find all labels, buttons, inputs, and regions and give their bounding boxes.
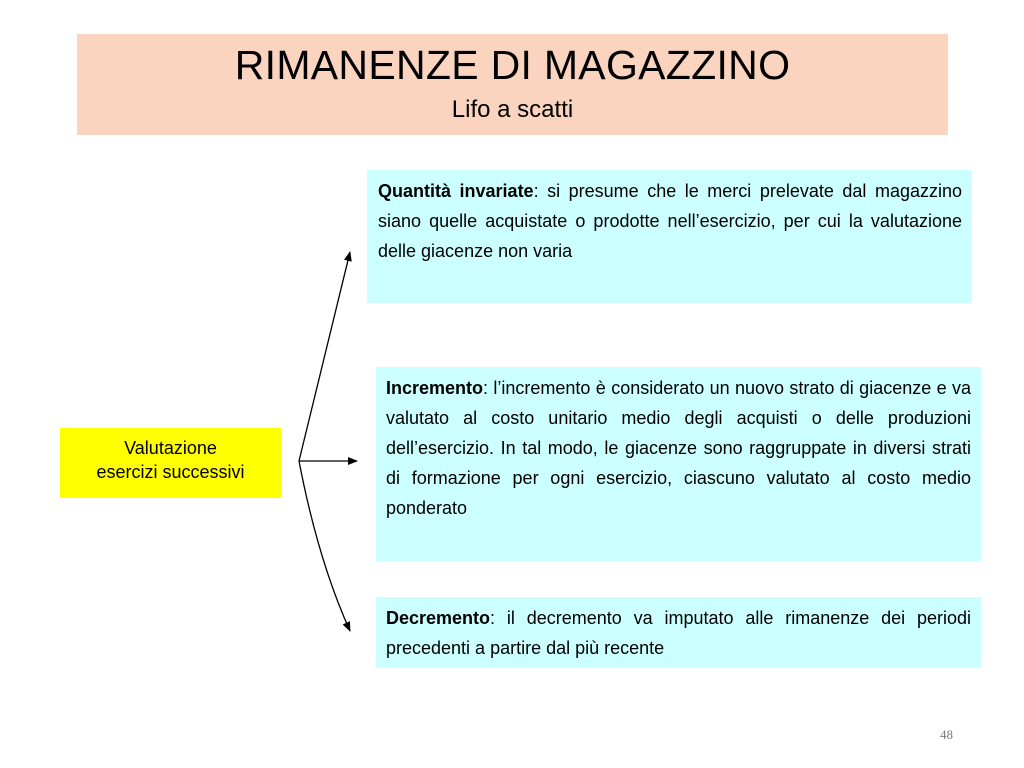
arrow-to-invariate: [299, 252, 350, 461]
outcome-text: : il decremento va imputato alle rimanenze dei periodi precedenti a partire dal più recente: [386, 608, 971, 658]
outcome-term: Quantità invariate: [378, 181, 534, 201]
outcome-box-quantita-invariate: [367, 170, 972, 303]
outcome-term: Decremento: [386, 608, 491, 628]
outcome-text: : l’incremento è considerato un nuovo strato di giacenze e va valutato al costo unitario medio degli acquisti o delle produzioni dell’esercizio. In tal modo, le giacenze sono raggruppate in diversi strati di formazione per ogni esercizio, ciascuno valutato al costo medio ponderato: [386, 378, 971, 518]
outcome-text: : si presume che le merci prelevate dal magazzino siano quelle acquistate o prodotte nell’esercizio, per cui la valutazione delle giacenze non varia: [378, 181, 962, 261]
outcome-term: Incremento: [386, 378, 484, 398]
title-banner: [77, 34, 948, 135]
outcome-box-decremento: [376, 597, 981, 668]
outcome-box-incremento: [376, 367, 981, 561]
source-node-line-1: Valutazione: [124, 438, 217, 458]
slide-subtitle: Lifo a scatti: [451, 96, 574, 123]
slide-title: RIMANENZE DI MAGAZZINO: [234, 42, 791, 88]
arrow-to-decremento: [299, 461, 350, 631]
source-node: [60, 428, 281, 498]
source-node-line-2: esercizi successivi: [96, 462, 245, 482]
page-number: 48: [940, 727, 953, 742]
